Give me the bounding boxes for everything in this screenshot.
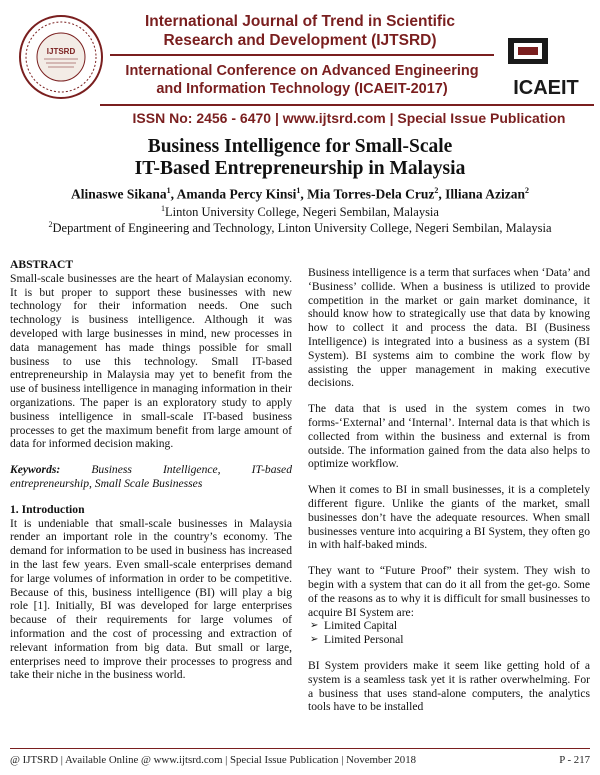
list-item: ➢ Limited Capital [308, 619, 590, 633]
svg-text:IJTSRD: IJTSRD [46, 47, 76, 56]
journal-header [0, 0, 600, 150]
affiliation-text: Department of Engineering and Technology, Linton University College, Negeri Sembilan, Malaysia [52, 221, 552, 236]
affiliation-1 [10, 204, 590, 220]
intro-heading: 1. Introduction [10, 502, 85, 516]
keywords [10, 463, 292, 491]
paper-title-line2: IT-Based Entrepreneurship in Malaysia [134, 158, 466, 179]
header-divider [110, 54, 494, 56]
paper-title-line1: Business Intelligence for Small-Scale [147, 136, 453, 157]
abstract-text: Small-scale businesses are the heart of Malaysian economy. It is but proper to support these businesses with new technology for their information needs. One such technology is business intelligence. Although it was developed with large businesses in mind, new processes in data management has made things possible for small business to use this technology. Small IT-based entrepreneurship in Malaysia may yet to benefit from the use of business intelligence in managing information in their organizations. The paper is an exploratory study to apply business intelligence in small-scale IT-based business processes to get the maximum benefit from large amount of data for informed decision making. [10, 271, 292, 451]
author-name: Alinaswe Sikana [70, 186, 167, 202]
journal-name [110, 12, 490, 50]
conference-name [110, 62, 494, 98]
page-footer [10, 754, 590, 766]
icaeit-logo-icon [500, 36, 592, 102]
paragraph: Business intelligence is a term that surfaces when ‘Data’ and ‘Business’ collide. When a business is utilized to provide competition in the market or gain market dominance, it should know how to strategically use that data by knowing how to collect it and process the data. BI (Business Intelligence) is integrated into a business as a system (BI System). BI systems aim to combine the work flow by assisting the upper management in making executive decisions. [308, 266, 590, 390]
author-affil-sup: 2 [434, 186, 439, 195]
affiliation-sup: 2 [48, 220, 53, 229]
author-affil-sup: 2 [525, 186, 530, 195]
header-divider-2 [100, 104, 594, 106]
conference-name-line2: and Information Technology (ICAEIT-2017) [156, 81, 448, 97]
keywords-label: Keywords: [10, 463, 61, 477]
abstract-heading: ABSTRACT [10, 258, 74, 271]
conference-name-line1: International Conference on Advanced Engineering [125, 63, 479, 79]
affiliation-text: Linton University College, Negeri Sembilan, Malaysia [165, 205, 439, 220]
paragraph: BI System providers make it seem like getting hold of a system is a seamless task yet it is rather overwhelming. For a business that uses stand-alone computers, the analytics tools have to be installed [308, 658, 590, 714]
affiliation-2 [10, 220, 590, 236]
footer-divider [10, 748, 590, 749]
page-number: P - 217 [559, 754, 590, 766]
keywords-text: Business Intelligence, IT-based entrepreneurship, Small Scale Businesses [10, 463, 292, 490]
journal-name-line2: Research and Development (IJTSRD) [163, 32, 437, 49]
intro-text: It is undeniable that small-scale businesses in Malaysia render an important role in the country’s economy. The demand for information to be used in business has increased in the last few years. Even small-scale enterprises demand for large volumes of information in order to be competitive. Because of this, business intelligence (BI) will play a big role [1]. Initially, BI was developed for large enterprises because of their requirements for large volumes of information and the cost of processing and extraction of relevant information from big data. But small or large, enterprises need to improve their processes to progress and take their niche in the business world. [10, 516, 292, 682]
author-affil-sup: 1 [296, 186, 301, 195]
journal-seal-icon [18, 14, 104, 100]
list-item: ➢ Limited Personal [308, 633, 590, 647]
svg-text:ICAEIT: ICAEIT [513, 77, 579, 99]
paper-title [40, 136, 560, 180]
issn-line: ISSN No: 2456 - 6470 | www.ijtsrd.com | Special Issue Publication [132, 110, 566, 126]
paragraph: When it comes to BI in small businesses, it is a completely different figure. Unlike the giants of the market, small businesses don’t have the adequate resources. When small businesses venture into acquiring a BI System, they often go in with half-baked minds. [308, 483, 590, 552]
footer-text: @ IJTSRD | Available Online @ www.ijtsrd.com | Special Issue Publication | November 2018 [10, 754, 417, 766]
author-name: Illiana Azizan [445, 186, 526, 202]
paragraph: The data that is used in the system comes in two forms-‘External’ and ‘Internal’. Internal data is that which is collected from within the business and external is from outside. The information gained from the data also helps to optimize workflow. [308, 402, 590, 471]
right-column [308, 266, 590, 726]
author-name: Mia Torres-Dela Cruz [307, 186, 435, 202]
author-name: Amanda Percy Kinsi [176, 186, 297, 202]
author-list: Alinaswe Sikana$^1$, Amanda Percy Kinsi$^1$, Mia Torres-Dela Cruz$^2$, Illiana Azizan$^2$ [70, 186, 530, 202]
affiliation-sup: 1 [161, 204, 166, 213]
reasons-list [308, 619, 590, 647]
journal-name-line1: International Journal of Trend in Scientific [144, 13, 456, 30]
author-affil-sup: 1 [166, 186, 171, 195]
paragraph: They want to “Future Proof” their system. They wish to begin with a system that can do it all from the get-go. Some of the reasons as to why it is difficult for small businesses to acquire BI System are: [308, 564, 590, 619]
left-column [10, 258, 292, 694]
